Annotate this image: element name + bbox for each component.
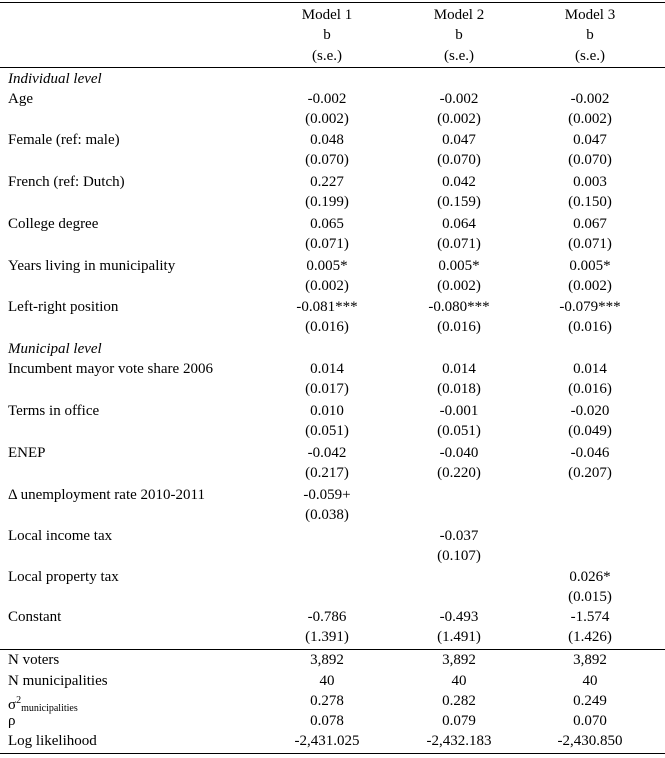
stats-row bbox=[0, 691, 665, 714]
coef-cell: -0.037 bbox=[439, 528, 479, 544]
stat-cell: 0.079 bbox=[442, 713, 476, 729]
stat-cell: 0.249 bbox=[573, 693, 607, 709]
se-cell: (0.071) bbox=[568, 236, 612, 252]
se-cell: (0.016) bbox=[568, 319, 612, 335]
row-label: Local income tax bbox=[8, 528, 113, 544]
coef-cell: -0.046 bbox=[570, 445, 610, 461]
row-label: Constant bbox=[8, 609, 62, 625]
stat-label: Log likelihood bbox=[8, 733, 97, 749]
se-cell: (0.220) bbox=[437, 465, 481, 481]
se-cell: (1.391) bbox=[305, 629, 349, 645]
table-row bbox=[0, 297, 665, 317]
row-label: Incumbent mayor vote share 2006 bbox=[8, 361, 213, 377]
stat-cell: 0.078 bbox=[310, 713, 344, 729]
se-cell: (0.071) bbox=[305, 236, 349, 252]
coef-cell: -1.574 bbox=[570, 609, 610, 625]
model-1-heading: Model 1 bbox=[301, 7, 353, 23]
se-row bbox=[0, 192, 665, 212]
stats-row bbox=[0, 671, 665, 691]
coef-cell: 0.048 bbox=[310, 132, 344, 148]
coef-cell: 0.065 bbox=[310, 216, 344, 232]
coef-cell: -0.059+ bbox=[303, 487, 351, 503]
header-coef-row bbox=[0, 25, 665, 45]
table-row bbox=[0, 526, 665, 546]
se-cell: (0.002) bbox=[305, 278, 349, 294]
coef-cell: -0.002 bbox=[570, 91, 610, 107]
coef-cell: 0.005* bbox=[569, 258, 611, 274]
coef-cell: 0.003 bbox=[573, 174, 607, 190]
se-cell: (0.016) bbox=[568, 381, 612, 397]
table-row bbox=[0, 89, 665, 109]
table-row bbox=[0, 567, 665, 587]
se-row bbox=[0, 150, 665, 170]
se-row bbox=[0, 627, 665, 647]
se-row bbox=[0, 276, 665, 296]
se-cell: (0.002) bbox=[437, 111, 481, 127]
header-model-row bbox=[0, 5, 665, 25]
se-cell: (0.207) bbox=[568, 465, 612, 481]
stat-cell: -2,430.850 bbox=[557, 733, 623, 749]
coef-cell: -0.001 bbox=[439, 403, 479, 419]
row-label: Age bbox=[8, 91, 33, 107]
se-cell: (1.426) bbox=[568, 629, 612, 645]
se-label: (s.e.) bbox=[444, 48, 474, 64]
se-row bbox=[0, 234, 665, 254]
coef-cell: -0.079*** bbox=[559, 299, 621, 315]
se-cell: (0.002) bbox=[437, 278, 481, 294]
se-row bbox=[0, 587, 665, 607]
se-label: (s.e.) bbox=[575, 48, 605, 64]
section-heading-individual bbox=[0, 69, 665, 89]
coef-label: b bbox=[586, 27, 594, 43]
model-3-heading: Model 3 bbox=[564, 7, 616, 23]
table-row bbox=[0, 485, 665, 505]
coef-cell: -0.081*** bbox=[296, 299, 358, 315]
sigma-symbol: σ bbox=[8, 697, 17, 713]
stats-row bbox=[0, 650, 665, 670]
stat-cell: 40 bbox=[582, 673, 598, 689]
se-cell: (0.107) bbox=[437, 548, 481, 564]
table-row bbox=[0, 443, 665, 463]
coef-cell: 0.014 bbox=[573, 361, 607, 377]
coef-cell: 0.010 bbox=[310, 403, 344, 419]
coef-cell: 0.026* bbox=[569, 569, 611, 585]
se-cell: (0.217) bbox=[305, 465, 349, 481]
bottom-rule bbox=[0, 753, 665, 754]
coef-cell: -0.020 bbox=[570, 403, 610, 419]
coef-cell: 0.014 bbox=[442, 361, 476, 377]
coef-cell: 0.047 bbox=[573, 132, 607, 148]
stat-label: N voters bbox=[8, 652, 60, 668]
se-cell: (0.002) bbox=[305, 111, 349, 127]
se-cell: (0.016) bbox=[305, 319, 349, 335]
se-cell: (0.070) bbox=[568, 152, 612, 168]
row-label: Female (ref: male) bbox=[8, 132, 120, 148]
coef-cell: 0.064 bbox=[442, 216, 476, 232]
coef-label: b bbox=[323, 27, 331, 43]
header-se-row bbox=[0, 46, 665, 66]
stat-cell: 0.278 bbox=[310, 693, 344, 709]
coef-cell: 0.227 bbox=[310, 174, 344, 190]
coef-cell: -0.040 bbox=[439, 445, 479, 461]
coef-cell: 0.014 bbox=[310, 361, 344, 377]
coef-cell: 0.067 bbox=[573, 216, 607, 232]
subscript: municipalities bbox=[21, 703, 78, 714]
row-label: Δ unemployment rate 2010-2011 bbox=[8, 487, 205, 503]
se-cell: (0.049) bbox=[568, 423, 612, 439]
table-row bbox=[0, 214, 665, 234]
coef-cell: -0.042 bbox=[307, 445, 347, 461]
stats-row bbox=[0, 731, 665, 751]
row-label: Years living in municipality bbox=[8, 258, 176, 274]
coef-cell: 0.005* bbox=[438, 258, 480, 274]
se-row bbox=[0, 379, 665, 399]
se-cell: (0.016) bbox=[437, 319, 481, 335]
stat-label: N municipalities bbox=[8, 673, 108, 689]
se-cell: (0.051) bbox=[437, 423, 481, 439]
se-row bbox=[0, 109, 665, 129]
row-label: French (ref: Dutch) bbox=[8, 174, 125, 190]
coef-cell: 0.047 bbox=[442, 132, 476, 148]
coef-cell: -0.080*** bbox=[428, 299, 490, 315]
se-label: (s.e.) bbox=[312, 48, 342, 64]
se-row bbox=[0, 546, 665, 566]
se-cell: (0.018) bbox=[437, 381, 481, 397]
coef-label: b bbox=[455, 27, 463, 43]
top-rule bbox=[0, 2, 665, 3]
row-label: College degree bbox=[8, 216, 99, 232]
se-cell: (0.199) bbox=[305, 194, 349, 210]
se-row bbox=[0, 421, 665, 441]
row-label: Terms in office bbox=[8, 403, 100, 419]
stat-cell: -2,432.183 bbox=[426, 733, 492, 749]
coef-cell: -0.002 bbox=[439, 91, 479, 107]
se-row bbox=[0, 505, 665, 525]
se-cell: (0.002) bbox=[568, 111, 612, 127]
superscript: 2 bbox=[16, 695, 22, 706]
table-row bbox=[0, 256, 665, 276]
table-row bbox=[0, 172, 665, 192]
se-cell: (1.491) bbox=[437, 629, 481, 645]
section-heading-municipal bbox=[0, 339, 665, 359]
coef-cell: 0.005* bbox=[306, 258, 348, 274]
table-row bbox=[0, 359, 665, 379]
coef-cell: 0.042 bbox=[442, 174, 476, 190]
se-cell: (0.051) bbox=[305, 423, 349, 439]
stat-cell: 40 bbox=[319, 673, 335, 689]
header-rule bbox=[0, 67, 665, 68]
se-cell: (0.159) bbox=[437, 194, 481, 210]
table-row bbox=[0, 130, 665, 150]
se-cell: (0.038) bbox=[305, 507, 349, 523]
stats-row bbox=[0, 711, 665, 731]
se-cell: (0.070) bbox=[437, 152, 481, 168]
table-row bbox=[0, 607, 665, 627]
se-cell: (0.150) bbox=[568, 194, 612, 210]
coef-cell: -0.002 bbox=[307, 91, 347, 107]
se-row bbox=[0, 463, 665, 483]
table-row bbox=[0, 401, 665, 421]
stat-cell: 3,892 bbox=[573, 652, 607, 668]
row-label: ENEP bbox=[8, 445, 46, 461]
se-cell: (0.017) bbox=[305, 381, 349, 397]
stat-cell: 0.282 bbox=[442, 693, 476, 709]
se-cell: (0.071) bbox=[437, 236, 481, 252]
section-label: Municipal level bbox=[8, 341, 102, 357]
stat-label: ρ bbox=[8, 713, 16, 729]
se-row bbox=[0, 317, 665, 337]
stat-cell: 0.070 bbox=[573, 713, 607, 729]
section-label: Individual level bbox=[8, 71, 102, 87]
coef-cell: -0.493 bbox=[439, 609, 479, 625]
se-cell: (0.015) bbox=[568, 589, 612, 605]
stat-cell: 3,892 bbox=[442, 652, 476, 668]
coef-cell: -0.786 bbox=[307, 609, 347, 625]
model-2-heading: Model 2 bbox=[433, 7, 485, 23]
se-cell: (0.002) bbox=[568, 278, 612, 294]
row-label: Local property tax bbox=[8, 569, 119, 585]
se-cell: (0.070) bbox=[305, 152, 349, 168]
stat-cell: 40 bbox=[451, 673, 467, 689]
stat-cell: 3,892 bbox=[310, 652, 344, 668]
row-label: Left-right position bbox=[8, 299, 119, 315]
stat-cell: -2,431.025 bbox=[294, 733, 360, 749]
